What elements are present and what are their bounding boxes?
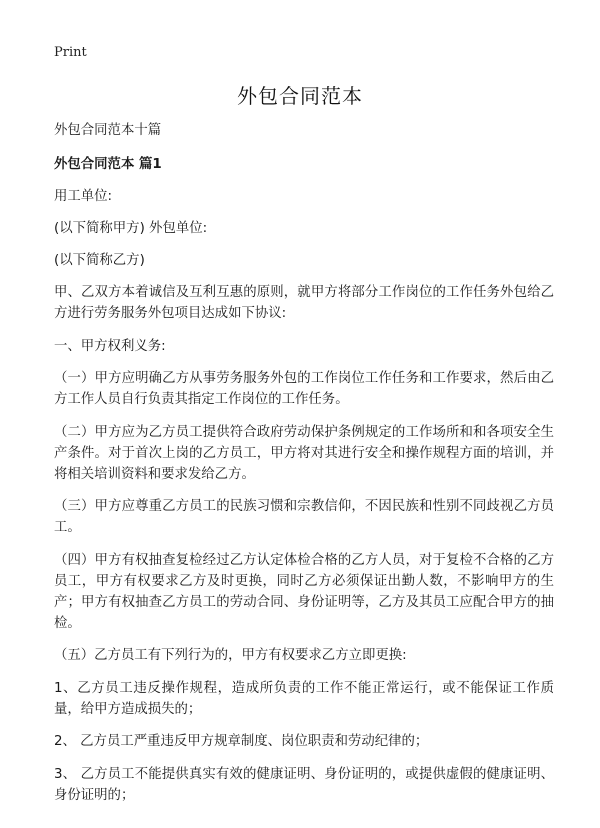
paragraph-party-a-contractor: (以下简称甲方) 外包单位: xyxy=(54,221,208,236)
section-heading: 外包合同范本 篇1 xyxy=(54,157,162,172)
paragraph-clause-heading: 一、甲方权利义务: xyxy=(54,338,166,354)
print-label: Print xyxy=(54,45,87,60)
paragraph-item-1: 1、乙方员工违反操作规程，造成所负责的工作不能正常运行，或不能保证工作质量，给甲方造成损失的； xyxy=(54,680,554,717)
document-title: 外包合同范本 xyxy=(237,84,363,108)
paragraph-clause-3: （三）甲方应尊重乙方员工的民族习惯和宗教信仰，不因民族和性别不同歧视乙方员工。 xyxy=(54,499,554,535)
paragraph-employer: 用工单位: xyxy=(54,189,113,204)
document-body xyxy=(54,120,554,817)
paragraph-clause-2: （二）甲方应为乙方员工提供符合政府劳动保护条例规定的工作场所和和各项安全生产条件。对于首次上岗的乙方员工，甲方将对其进行安全和操作规程方面的培训，并将相关培训资料和要求发给乙方。 xyxy=(54,424,554,482)
paragraph-clause-1: （一）甲方应明确乙方从事劳务服务外包的工作岗位工作任务和工作要求，然后由乙方工作人员自行负责其指定工作岗位的工作任务。 xyxy=(54,371,554,407)
paragraph-party-b: (以下简称乙方) xyxy=(54,253,145,268)
paragraph-clause-4: （四）甲方有权抽查复检经过乙方认定体检合格的乙方人员，对于复检不合格的乙方员工，甲方有权要求乙方及时更换，同时乙方必须保证出勤人数，不影响甲方的生产；甲方有权抽查乙方员工的劳动合同、身份证明等，乙方及其员工应配合甲方的抽检。 xyxy=(54,552,554,631)
paragraph-item-2: 2、 乙方员工严重违反甲方规章制度、岗位职责和劳动纪律的； xyxy=(54,734,429,749)
document-subtitle: 外包合同范本十篇 xyxy=(54,123,162,138)
paragraph-agreement-intro: 甲、乙双方本着诚信及互利互惠的原则，就甲方将部分工作岗位的工作任务外包给乙方进行劳务服务外包项目达成如下协议: xyxy=(54,285,554,321)
paragraph-item-3: 3、 乙方员工不能提供真实有效的健康证明、身份证明的，或提供虚假的健康证明、身份证明的； xyxy=(54,766,554,803)
paragraph-clause-5: （五）乙方员工有下列行为的，甲方有权要求乙方立即更换: xyxy=(54,648,407,663)
